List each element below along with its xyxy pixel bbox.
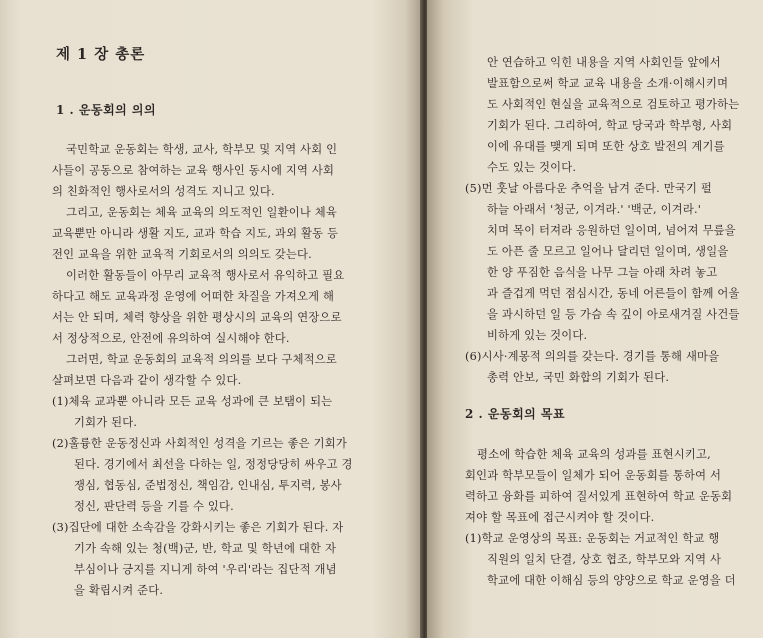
left-line-13: (1)체육 교과뿐 아니라 모든 교육 성과에 큰 보탬이 되는 <box>52 395 333 408</box>
right-line-2: 발표함으로써 학교 교육 내용을 소개·이해시키며 <box>487 77 729 90</box>
right-line-1: 안 연습하고 익힌 내용을 지역 사회인들 앞에서 <box>487 56 721 69</box>
left-line-7: 이러한 활동들이 아무리 교육적 행사로서 유익하고 필요 <box>66 269 345 282</box>
left-line-16: 된다. 경기에서 최선을 다하는 일, 정정당당히 싸우고 경 <box>74 458 353 471</box>
left-line-9: 서는 안 되며, 체력 향상을 위한 평상시의 교육의 연장으로 <box>52 311 342 324</box>
right-line-19: 력하고 융화를 피하여 질서있게 표현하여 학교 운동회 <box>465 490 733 503</box>
left-line-17: 쟁심, 협동심, 준법정신, 책임감, 인내심, 투지력, 봉사 <box>74 479 342 492</box>
left-line-5: 교육뿐만 아니라 생활 지도, 교과 학습 지도, 과외 활동 등 <box>52 227 339 240</box>
left-line-21: 부심이나 긍지를 지니게 하여 '우리'라는 집단적 개념 <box>74 563 337 576</box>
section-heading-2: 2 . 운동회의 목표 <box>465 407 566 421</box>
left-line-4: 그리고, 운동회는 체육 교육의 의도적인 일환이나 체육 <box>66 206 338 219</box>
section-heading-1: 1 . 운동회의 의의 <box>56 103 157 117</box>
right-line-9: 치며 목이 터져라 응원하던 일이며, 넘어져 무릎을 <box>487 224 736 237</box>
right-line-4: 기회가 된다. 그리하여, 학교 당국과 학부형, 사회 <box>487 119 733 132</box>
left-line-11: 그러면, 학교 운동회의 교육적 의의를 보다 구체적으로 <box>66 353 338 366</box>
right-line-18: 회인과 학부모들이 일체가 되어 운동회를 통하여 서 <box>465 469 722 482</box>
right-line-17: 평소에 학습한 체육 교육의 성과를 표현시키고, <box>477 448 711 461</box>
right-line-22: 직원의 일치 단결, 상호 협조, 학부모와 지역 사 <box>487 553 722 566</box>
right-line-21: (1)학교 운영상의 목표: 운동회는 거교적인 학교 행 <box>465 532 720 545</box>
left-line-22: 을 확립시켜 준다. <box>74 584 164 597</box>
right-line-20: 져야 할 목표에 접근시켜야 할 것이다. <box>465 511 655 524</box>
right-line-12: 과 즐겁게 먹던 점심시간, 동네 어른들이 함께 어울 <box>487 287 740 300</box>
right-line-13: 을 과시하던 일 등 가슴 속 깊이 아로새겨질 사건들 <box>487 308 740 321</box>
left-line-1: 국민학교 운동회는 학생, 교사, 학부모 및 지역 사회 인 <box>66 143 338 156</box>
left-line-2: 사들이 공동으로 참여하는 교육 행사인 동시에 지역 사회 <box>52 164 335 177</box>
left-line-19: (3)집단에 대한 소속감을 강화시키는 좋은 기회가 된다. 자 <box>52 521 344 534</box>
left-line-3: 의 친화적인 행사로서의 성격도 지니고 있다. <box>52 185 275 198</box>
right-page <box>427 0 763 638</box>
right-line-6: 수도 있는 것이다. <box>487 161 577 174</box>
right-line-11: 한 양 푸짐한 음식을 나무 그늘 아래 차려 놓고 <box>487 266 718 279</box>
chapter-title: 제 1 장 총론 <box>56 46 146 63</box>
right-line-7: (5)먼 훗날 아름다운 추억을 남겨 준다. 만국기 펄 <box>465 182 712 195</box>
left-line-14: 기회가 된다. <box>74 416 138 429</box>
right-line-3: 도 사회적인 현실을 교육적으로 검토하고 평가하는 <box>487 98 740 111</box>
left-line-12: 살펴보면 다음과 같이 생각할 수 있다. <box>52 374 242 387</box>
left-line-8: 하다고 해도 교육과정 운영에 어떠한 차질을 가져오게 해 <box>52 290 335 303</box>
left-line-20: 기가 속해 있는 청(백)군, 반, 학교 및 학년에 대한 자 <box>74 542 337 555</box>
right-line-14: 비하게 있는 것이다. <box>487 329 588 342</box>
right-line-16: 총력 안보, 국민 화합의 기회가 된다. <box>487 371 670 384</box>
left-line-6: 전인 교육을 위한 교육적 기회로서의 의의도 갖는다. <box>52 248 312 261</box>
right-line-15: (6)시사·계몽적 의의를 갖는다. 경기를 통해 새마을 <box>465 350 720 363</box>
left-line-10: 서 정상적으로, 안전에 유의하여 실시해야 한다. <box>52 332 290 345</box>
right-line-23: 학교에 대한 이해심 등의 양양으로 학교 운영을 더 <box>487 574 736 587</box>
right-line-10: 도 아픈 줄 모르고 일어나 달리던 일이며, 생일을 <box>487 245 729 258</box>
right-line-5: 이에 유대를 맺게 되며 또한 상호 발전의 계기를 <box>487 140 725 153</box>
left-line-18: 정신, 판단력 등을 기를 수 있다. <box>74 500 234 513</box>
right-line-8: 하늘 아래서 '청군, 이겨라.' '백군, 이겨라.' <box>487 203 702 216</box>
left-line-15: (2)훌륭한 운동정신과 사회적인 성격을 기르는 좋은 기회가 <box>52 437 347 450</box>
